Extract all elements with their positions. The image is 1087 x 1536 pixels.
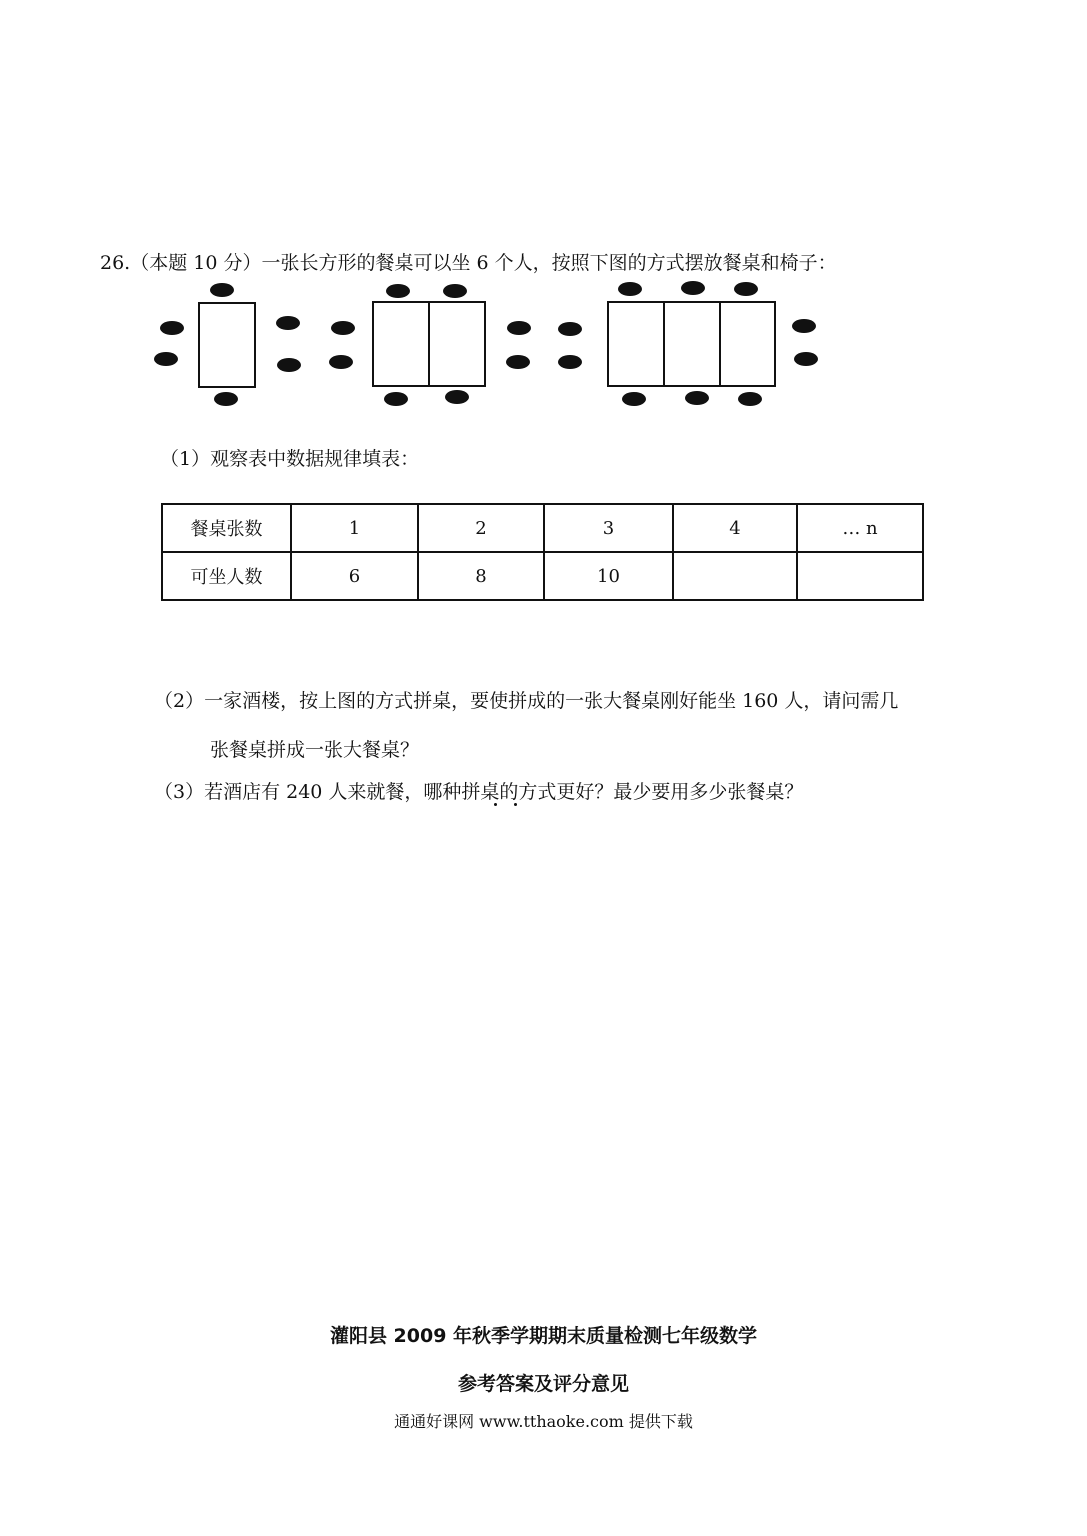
table-cell: … n [797,504,923,552]
arrangement-1-tables [199,303,255,387]
data-table [161,503,924,601]
part-2-question-line-1: （2）一家酒楼，按上图的方式拼桌，要使拼成的一张大餐桌刚好能坐 160 人，请问需几 [154,690,899,712]
table-arrangement-diagram [0,0,1087,420]
arrangement-3-chairs [558,281,818,406]
part-2-question-line-2: 张餐桌拼成一张大餐桌？ [210,739,420,761]
table-cell: 4 [673,504,797,552]
part-3-question: （3）若酒店有 240 人来就餐，哪种拼桌的方式更好？最少要用多少张餐桌？ [154,781,804,803]
table-cell: 10 [544,552,673,600]
part-1-instruction: （1）观察表中数据规律填表： [160,448,420,470]
arrangement-2-tables [373,302,485,386]
emphasis-dot [514,803,517,806]
table-cell: 可坐人数 [162,552,291,600]
table-row [162,552,923,600]
arrangement-3-tables [608,302,775,386]
question-title: 26.（本题 10 分）一张长方形的餐桌可以坐 6 个人，按照下图的方式摆放餐桌和椅子： [100,252,837,274]
table-cell: 餐桌张数 [162,504,291,552]
answer-key-subtitle: 参考答案及评分意见 [457,1373,629,1395]
answer-key-title: 灌阳县 2009 年秋季学期期末质量检测七年级数学 [329,1325,758,1347]
table-cell: 6 [291,552,418,600]
table-cell: 3 [544,504,673,552]
table-cell: 8 [418,552,544,600]
table-cell: 1 [291,504,418,552]
source-credit: 通通好课网 www.tthaoke.com 提供下载 [394,1412,693,1431]
emphasis-dot [494,803,497,806]
table-row [162,504,923,552]
table-cell[interactable] [797,552,923,600]
table-cell: 2 [418,504,544,552]
table-cell[interactable] [673,552,797,600]
